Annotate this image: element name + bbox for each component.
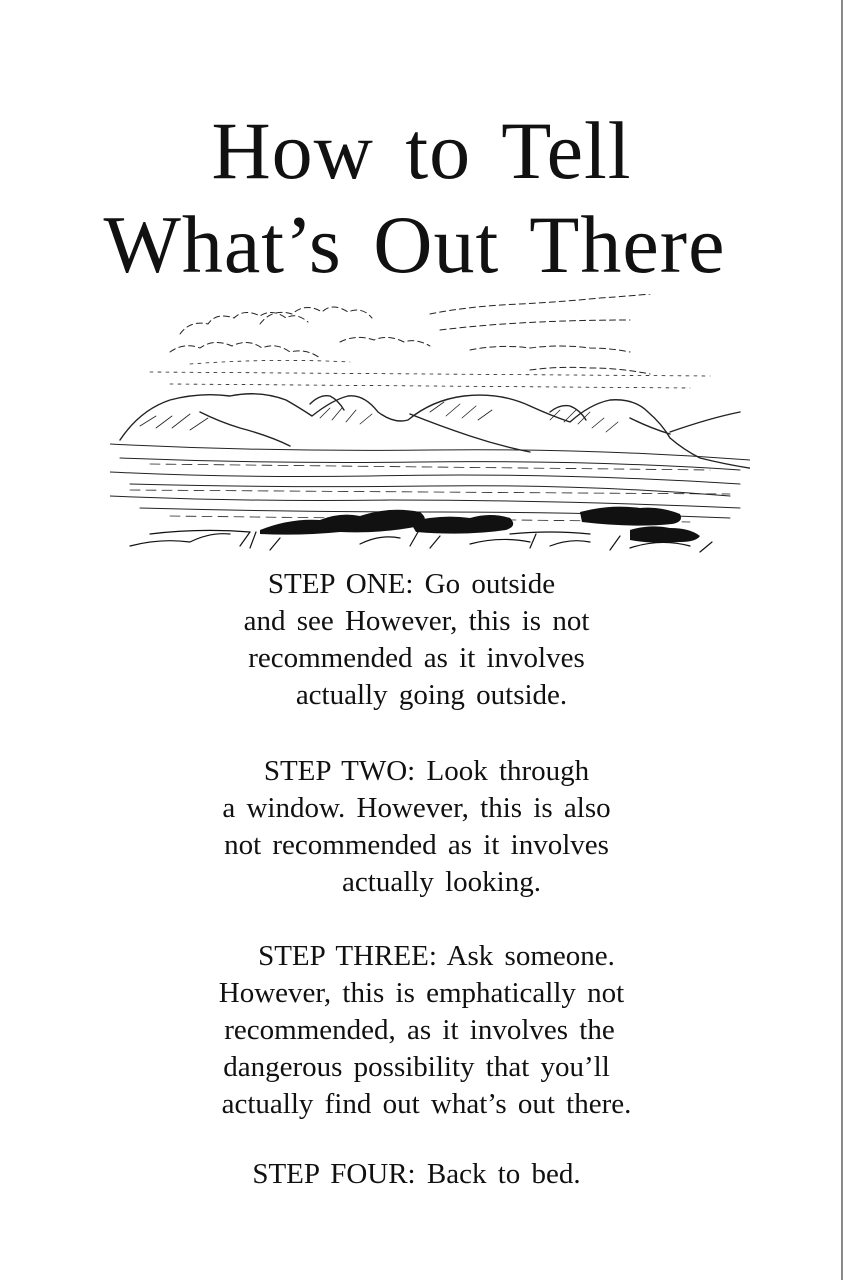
step-line: and see However, this is not	[243, 605, 590, 637]
step-line: a window. However, this is also	[222, 792, 611, 824]
step-one-paragraph	[0, 566, 843, 714]
step-line: not recommended as it involves	[224, 829, 609, 861]
title-line-1: How to Tell	[211, 105, 632, 196]
step-line: STEP TWO: Look through	[263, 755, 590, 787]
step-line: However, this is emphatically not	[218, 977, 625, 1009]
step-line: actually find out what’s out there.	[221, 1088, 632, 1120]
step-line: recommended, as it involves the	[224, 1014, 615, 1046]
page-title	[0, 104, 843, 292]
step-two-paragraph	[0, 753, 843, 901]
step-line: actually looking.	[342, 866, 541, 898]
step-line: recommended as it involves	[248, 642, 585, 674]
mountain-landscape-sketch-icon	[110, 294, 750, 562]
step-line: STEP THREE: Ask someone.	[258, 940, 615, 972]
step-line: actually going outside.	[295, 679, 568, 711]
step-three-paragraph	[0, 938, 843, 1123]
step-line: dangerous possibility that you’ll	[223, 1051, 610, 1083]
step-four-paragraph	[0, 1156, 843, 1193]
step-line: STEP FOUR: Back to bed.	[252, 1158, 581, 1190]
title-line-2: What’s Out There	[103, 199, 726, 290]
step-line: STEP ONE: Go outside	[267, 568, 556, 600]
